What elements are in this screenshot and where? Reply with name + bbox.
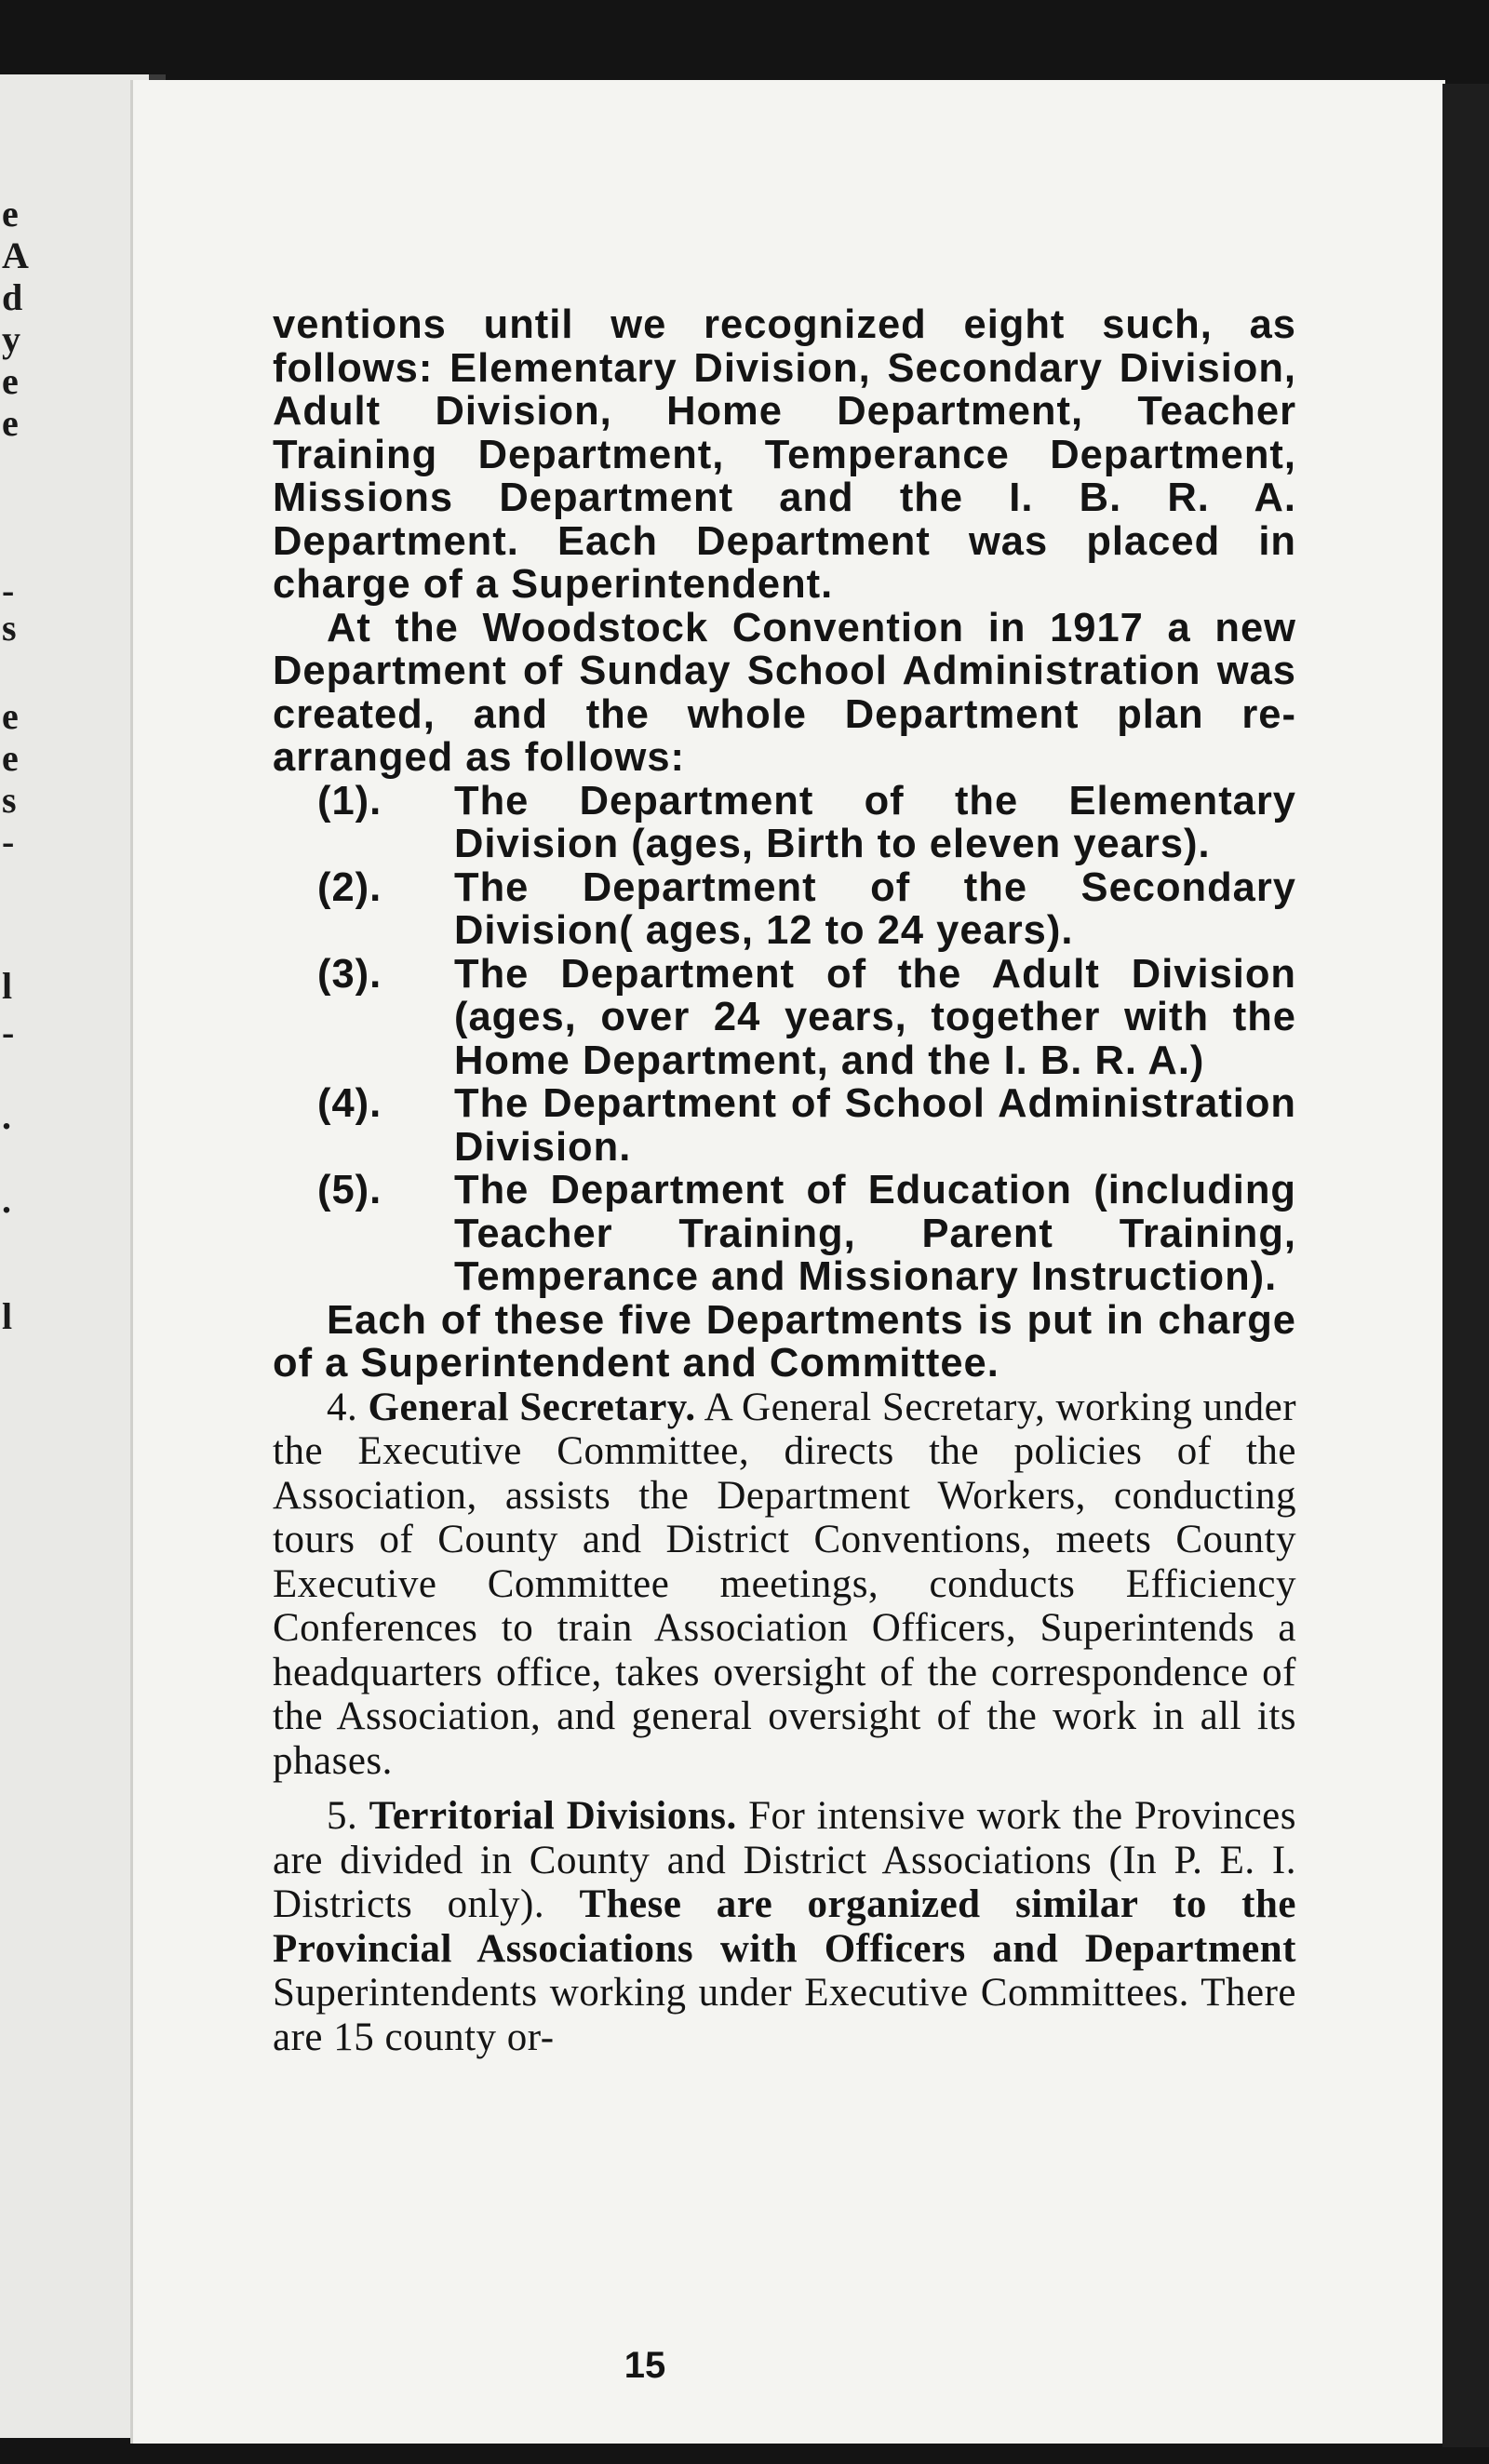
section-number: 5. [327, 1794, 358, 1838]
list-text: The Department of Education (including Teacher Training, Parent Training, Temperance and Missionary Instruction). [454, 1168, 1296, 1299]
section-number: 4. [327, 1385, 358, 1429]
list-number: (4). [317, 1081, 382, 1126]
right-page-edge [1442, 84, 1489, 2447]
facing-page-char: e [2, 193, 19, 234]
facing-page-char: . [2, 1179, 11, 1221]
facing-page-char: - [2, 569, 15, 611]
section-general-secretary [273, 1386, 1296, 1784]
list-number: (5). [317, 1168, 382, 1212]
section-text-end: Superintendents working under Executive Committees. There are 15 county or- [273, 1971, 1296, 2059]
facing-page-char: e [2, 737, 19, 779]
list-number: (3). [317, 951, 382, 997]
book-page [130, 80, 1445, 2444]
facing-page-char: - [2, 1011, 15, 1053]
list-item [273, 866, 1296, 953]
list-item [273, 1169, 1296, 1299]
page-number: 15 [624, 2345, 666, 2386]
facing-page-char: s [2, 779, 17, 821]
section-heading: General Secretary. [368, 1385, 696, 1429]
page-text [273, 303, 1296, 2059]
facing-page-char: l [2, 965, 13, 1007]
list-text: The Department of School Administration Division. [454, 1081, 1296, 1170]
facing-page-char: s [2, 607, 17, 649]
paragraph-3: Each of these five Departments is put in charge of a Superintendent and Committee. [273, 1297, 1296, 1386]
list-text: The Department of the Secondary Division( ages, 12 to 24 years). [454, 864, 1296, 953]
section-territorial-divisions [273, 1794, 1296, 2059]
facing-page-char: y [2, 318, 20, 360]
facing-page-char: e [2, 695, 19, 737]
facing-page-char: . [2, 1095, 11, 1137]
section-text: A General Secretary, working under the Executive Committee, directs the policies of the Association, assists the Department Workers, conducting tours of County and District Conventions, meets County Executive Committee meetings, conducts Efficiency Conferences to train Association Officers, Superintends a headquarters office, takes oversight of the correspondence of the Association, and general oversight of the work in all its phases. [273, 1385, 1297, 1783]
facing-page-char: e [2, 402, 19, 444]
facing-page-char: e [2, 360, 19, 402]
list-text: The Department of the Elementary Division (ages, Birth to eleven years). [454, 778, 1296, 866]
list-number: (1). [317, 778, 382, 824]
list-item [273, 1082, 1296, 1169]
paragraph-1: ventions until we recognized eight such, as follows: Elementary Division, Secondary Division, Adult Division, Home Department, Teacher Training Department, Temperance Department, Missions Department and the I. B. R. A. Department. Each Department was placed in charge of a Superintendent. [273, 302, 1296, 607]
facing-page-char: - [2, 821, 15, 863]
list-number: (2). [317, 864, 382, 910]
facing-page-char: l [2, 1295, 13, 1337]
paragraph-2: At the Woodstock Convention in 1917 a new Department of Sunday School Administration was created, and the whole Department plan re-arranged as follows: [273, 605, 1296, 780]
section-heading: Territorial Divisions. [369, 1794, 737, 1838]
list-text: The Department of the Adult Division (ages, over 24 years, together with the Home Department, and the I. B. R. A.) [454, 951, 1296, 1083]
facing-page-char: d [2, 276, 23, 318]
section-text: For intensive work the Provinces are divided in County and District Associations (In P. E. I. Districts only). [273, 1794, 1296, 1926]
facing-page-edge [0, 74, 149, 2438]
list-item [273, 953, 1296, 1083]
facing-page-char: A [2, 234, 29, 276]
list-item [273, 780, 1296, 866]
section-text-bold: These are organized similar to the Provincial Associations with Officers and Department [273, 1882, 1296, 1971]
